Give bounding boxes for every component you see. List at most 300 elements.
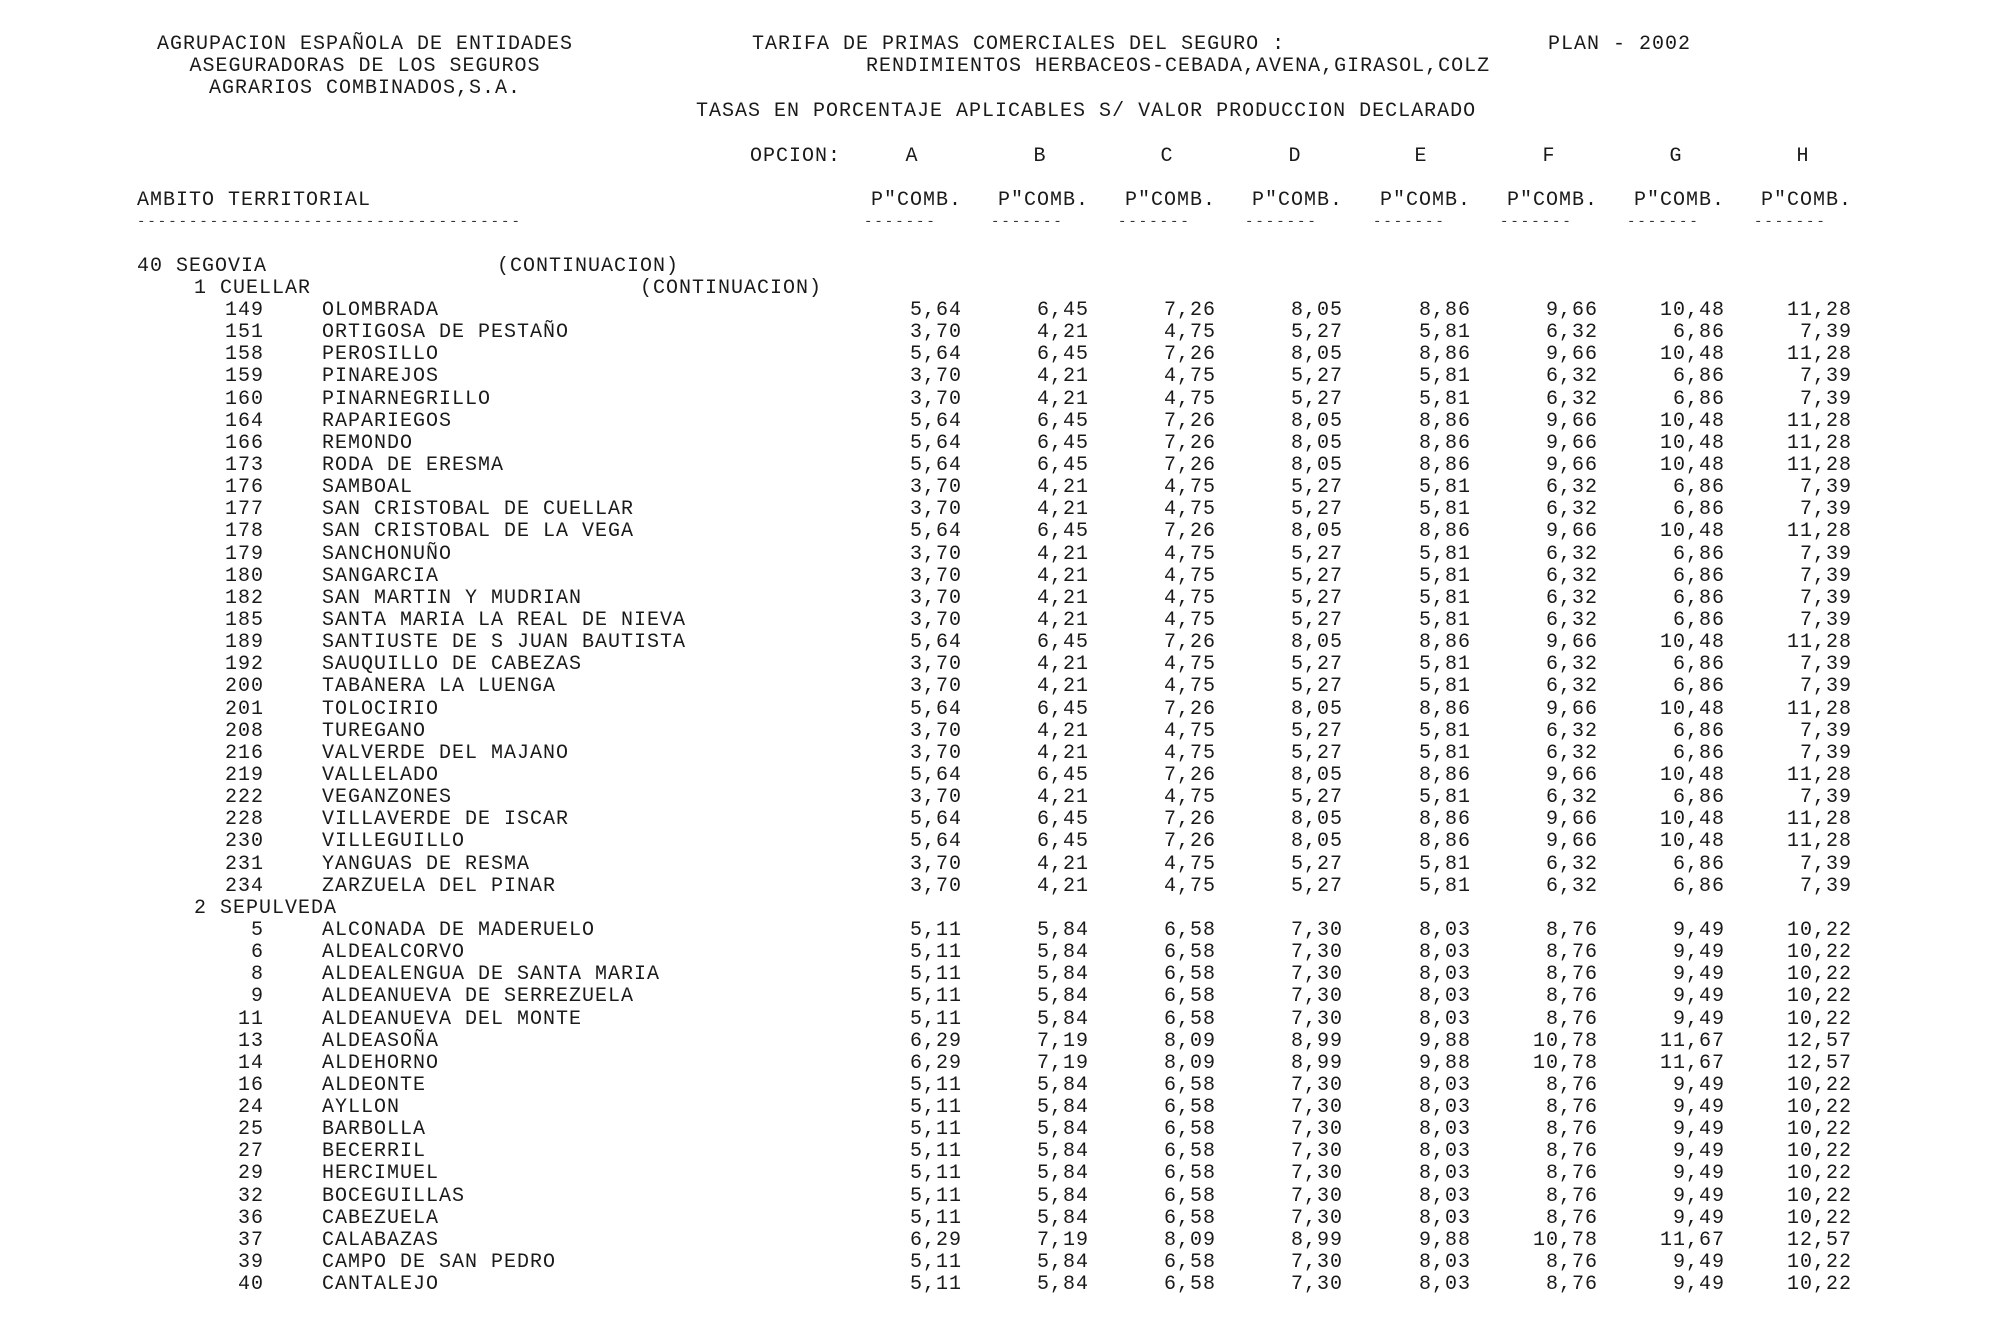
rate-value-d: 7,30 bbox=[1290, 963, 1343, 987]
rate-value-c: 4,75 bbox=[1163, 365, 1216, 389]
rate-value-e: 8,03 bbox=[1418, 1184, 1471, 1208]
municipality-code: 192 bbox=[224, 653, 264, 677]
rate-value-f: 6,32 bbox=[1545, 387, 1598, 411]
rate-value-g: 6,86 bbox=[1672, 321, 1725, 345]
rate-value-c: 4,75 bbox=[1163, 786, 1216, 810]
rate-value-d: 5,27 bbox=[1290, 675, 1343, 699]
rate-value-g: 6,86 bbox=[1672, 786, 1725, 810]
rate-value-g: 10,48 bbox=[1659, 830, 1725, 854]
rate-value-c: 6,58 bbox=[1163, 985, 1216, 1009]
municipality-name: SANCHONUÑO bbox=[322, 542, 453, 566]
rate-value-f: 8,76 bbox=[1545, 1073, 1598, 1097]
rate-value-a: 3,70 bbox=[909, 608, 962, 632]
municipality-name: PINAREJOS bbox=[322, 365, 440, 389]
rate-value-a: 3,70 bbox=[909, 498, 962, 522]
table-row bbox=[0, 1163, 2000, 1185]
rate-value-a: 6,29 bbox=[909, 1228, 962, 1252]
rate-value-g: 9,49 bbox=[1672, 1184, 1725, 1208]
rate-value-a: 5,11 bbox=[909, 1140, 962, 1164]
rate-value-g: 10,48 bbox=[1659, 343, 1725, 367]
rate-value-g: 6,86 bbox=[1672, 719, 1725, 743]
rate-value-g: 9,49 bbox=[1672, 941, 1725, 965]
rate-value-g: 6,86 bbox=[1672, 586, 1725, 610]
rate-value-f: 9,66 bbox=[1545, 299, 1598, 322]
rate-value-d: 5,27 bbox=[1290, 874, 1343, 898]
table-row bbox=[0, 1230, 2000, 1252]
rate-value-d: 8,99 bbox=[1290, 1051, 1343, 1075]
rate-value-g: 9,49 bbox=[1672, 918, 1725, 942]
rate-value-b: 5,84 bbox=[1036, 1140, 1089, 1164]
municipality-code: 222 bbox=[224, 786, 264, 810]
rate-value-f: 8,76 bbox=[1545, 1206, 1598, 1230]
rate-value-h: 7,39 bbox=[1799, 476, 1852, 500]
rate-value-e: 5,81 bbox=[1418, 653, 1471, 677]
rate-value-c: 7,26 bbox=[1163, 409, 1216, 433]
rate-value-g: 6,86 bbox=[1672, 874, 1725, 898]
rate-value-b: 4,21 bbox=[1036, 321, 1089, 345]
table-row bbox=[0, 455, 2000, 477]
rate-value-h: 7,39 bbox=[1799, 498, 1852, 522]
rate-value-c: 6,58 bbox=[1163, 1118, 1216, 1142]
municipality-name: SAN CRISTOBAL DE CUELLAR bbox=[322, 498, 635, 522]
rate-value-c: 6,58 bbox=[1163, 1096, 1216, 1120]
rate-value-g: 6,86 bbox=[1672, 542, 1725, 566]
municipality-code: 14 bbox=[237, 1051, 264, 1075]
rate-value-c: 4,75 bbox=[1163, 542, 1216, 566]
municipality-code: 13 bbox=[237, 1029, 264, 1053]
rate-value-c: 6,58 bbox=[1163, 1073, 1216, 1097]
municipality-code: 231 bbox=[224, 852, 264, 876]
rate-value-h: 7,39 bbox=[1799, 786, 1852, 810]
rate-value-f: 9,66 bbox=[1545, 763, 1598, 787]
rate-value-d: 8,05 bbox=[1290, 763, 1343, 787]
rate-value-a: 5,64 bbox=[909, 697, 962, 721]
rate-value-h: 11,28 bbox=[1786, 830, 1852, 854]
rate-value-a: 5,11 bbox=[909, 941, 962, 965]
rate-value-g: 11,67 bbox=[1659, 1228, 1725, 1252]
rate-value-d: 7,30 bbox=[1290, 1007, 1343, 1031]
rate-value-e: 5,81 bbox=[1418, 675, 1471, 699]
rate-value-c: 4,75 bbox=[1163, 675, 1216, 699]
rate-value-b: 5,84 bbox=[1036, 963, 1089, 987]
rate-value-h: 7,39 bbox=[1799, 387, 1852, 411]
rate-value-b: 4,21 bbox=[1036, 498, 1089, 522]
rate-value-b: 5,84 bbox=[1036, 941, 1089, 965]
rate-value-d: 8,99 bbox=[1290, 1029, 1343, 1053]
municipality-name: ALDEANUEVA DEL MONTE bbox=[322, 1007, 583, 1031]
rate-value-b: 4,21 bbox=[1036, 542, 1089, 566]
rate-value-e: 5,81 bbox=[1418, 564, 1471, 588]
rate-value-d: 8,05 bbox=[1290, 631, 1343, 655]
rate-value-f: 6,32 bbox=[1545, 542, 1598, 566]
rate-value-b: 5,84 bbox=[1036, 1273, 1089, 1297]
municipality-code: 228 bbox=[224, 808, 264, 832]
municipality-code: 36 bbox=[237, 1206, 264, 1230]
rate-value-a: 3,70 bbox=[909, 476, 962, 500]
rate-value-d: 7,30 bbox=[1290, 1206, 1343, 1230]
rate-value-d: 5,27 bbox=[1290, 542, 1343, 566]
rate-value-e: 8,86 bbox=[1418, 830, 1471, 854]
rate-value-d: 8,05 bbox=[1290, 453, 1343, 477]
rate-value-b: 4,21 bbox=[1036, 586, 1089, 610]
rate-value-d: 7,30 bbox=[1290, 1251, 1343, 1275]
rates-subtitle: TASAS EN PORCENTAJE APLICABLES S/ VALOR PRODUCCION DECLARADO bbox=[696, 100, 1477, 123]
municipality-name: ALDEONTE bbox=[322, 1073, 427, 1097]
municipality-name: SANTIUSTE DE S JUAN BAUTISTA bbox=[322, 631, 687, 655]
rate-value-h: 10,22 bbox=[1786, 1162, 1852, 1186]
rate-value-c: 7,26 bbox=[1163, 343, 1216, 367]
rate-value-a: 5,11 bbox=[909, 1073, 962, 1097]
rate-value-a: 5,64 bbox=[909, 830, 962, 854]
rate-value-g: 9,49 bbox=[1672, 1007, 1725, 1031]
rate-value-e: 8,03 bbox=[1418, 1206, 1471, 1230]
rate-value-d: 8,05 bbox=[1290, 697, 1343, 721]
rate-value-d: 5,27 bbox=[1290, 365, 1343, 389]
municipality-name: TUREGANO bbox=[322, 719, 427, 743]
rate-value-f: 9,66 bbox=[1545, 697, 1598, 721]
rate-value-f: 8,76 bbox=[1545, 1273, 1598, 1297]
rate-value-f: 8,76 bbox=[1545, 1140, 1598, 1164]
rate-value-f: 8,76 bbox=[1545, 941, 1598, 965]
rate-value-h: 11,28 bbox=[1786, 409, 1852, 433]
table-row bbox=[0, 1208, 2000, 1230]
column-header-pcomb: P"COMB. bbox=[1379, 189, 1471, 212]
rate-value-f: 6,32 bbox=[1545, 321, 1598, 345]
rate-value-a: 3,70 bbox=[909, 387, 962, 411]
municipality-name: REMONDO bbox=[322, 431, 414, 455]
municipality-code: 189 bbox=[224, 631, 264, 655]
municipality-name: CABEZUELA bbox=[322, 1206, 440, 1230]
rate-value-b: 4,21 bbox=[1036, 608, 1089, 632]
rate-value-h: 12,57 bbox=[1786, 1029, 1852, 1053]
municipality-code: 200 bbox=[224, 675, 264, 699]
rate-value-f: 8,76 bbox=[1545, 1162, 1598, 1186]
rate-value-f: 6,32 bbox=[1545, 653, 1598, 677]
rate-value-c: 7,26 bbox=[1163, 299, 1216, 322]
rate-value-a: 3,70 bbox=[909, 786, 962, 810]
rate-value-g: 10,48 bbox=[1659, 631, 1725, 655]
rate-value-a: 5,64 bbox=[909, 343, 962, 367]
rate-value-a: 3,70 bbox=[909, 321, 962, 345]
rate-value-a: 3,70 bbox=[909, 852, 962, 876]
rate-value-f: 10,78 bbox=[1532, 1051, 1598, 1075]
rate-value-c: 7,26 bbox=[1163, 697, 1216, 721]
municipality-name: BARBOLLA bbox=[322, 1118, 427, 1142]
municipality-name: ALDEASOÑA bbox=[322, 1029, 440, 1053]
column-header-pcomb: P"COMB. bbox=[1633, 189, 1725, 212]
municipality-code: 27 bbox=[237, 1140, 264, 1164]
rate-value-g: 6,86 bbox=[1672, 608, 1725, 632]
municipality-name: ALDEHORNO bbox=[322, 1051, 440, 1075]
rate-value-c: 4,75 bbox=[1163, 653, 1216, 677]
rate-value-e: 5,81 bbox=[1418, 321, 1471, 345]
rate-value-f: 8,76 bbox=[1545, 1007, 1598, 1031]
rate-value-d: 5,27 bbox=[1290, 653, 1343, 677]
rate-value-c: 8,09 bbox=[1163, 1228, 1216, 1252]
rate-value-e: 8,86 bbox=[1418, 453, 1471, 477]
rate-value-a: 5,11 bbox=[909, 1273, 962, 1297]
rate-value-c: 7,26 bbox=[1163, 453, 1216, 477]
municipality-name: CANTALEJO bbox=[322, 1273, 440, 1297]
rate-value-b: 4,21 bbox=[1036, 564, 1089, 588]
rate-value-e: 5,81 bbox=[1418, 874, 1471, 898]
rate-value-g: 9,49 bbox=[1672, 1140, 1725, 1164]
rate-value-c: 7,26 bbox=[1163, 520, 1216, 544]
rate-value-b: 5,84 bbox=[1036, 985, 1089, 1009]
rate-value-c: 4,75 bbox=[1163, 874, 1216, 898]
rates-table-body bbox=[0, 300, 2000, 1296]
rate-value-f: 10,78 bbox=[1532, 1029, 1598, 1053]
rate-value-b: 6,45 bbox=[1036, 763, 1089, 787]
rate-value-a: 3,70 bbox=[909, 542, 962, 566]
rate-value-h: 11,28 bbox=[1786, 520, 1852, 544]
rate-value-d: 8,05 bbox=[1290, 409, 1343, 433]
rate-value-c: 6,58 bbox=[1163, 1251, 1216, 1275]
municipality-name: SAN MARTIN Y MUDRIAN bbox=[322, 586, 583, 610]
rate-value-c: 7,26 bbox=[1163, 763, 1216, 787]
rate-value-a: 5,11 bbox=[909, 963, 962, 987]
municipality-code: 177 bbox=[224, 498, 264, 522]
rate-value-e: 8,86 bbox=[1418, 631, 1471, 655]
municipality-code: 179 bbox=[224, 542, 264, 566]
rate-value-a: 5,11 bbox=[909, 985, 962, 1009]
rate-value-e: 5,81 bbox=[1418, 387, 1471, 411]
rate-value-b: 6,45 bbox=[1036, 431, 1089, 455]
municipality-code: 39 bbox=[237, 1251, 264, 1275]
municipality-code: 5 bbox=[250, 918, 264, 942]
province-label: 40 SEGOVIA bbox=[137, 255, 268, 278]
rate-value-h: 7,39 bbox=[1799, 365, 1852, 389]
municipality-code: 176 bbox=[224, 476, 264, 500]
rate-value-h: 10,22 bbox=[1786, 918, 1852, 942]
municipality-code: 24 bbox=[237, 1096, 264, 1120]
column-header-pcomb: P"COMB. bbox=[1251, 189, 1343, 212]
comarca-cuellar-continuation: (CONTINUACION) bbox=[640, 277, 823, 300]
rate-value-f: 8,76 bbox=[1545, 985, 1598, 1009]
table-row bbox=[0, 610, 2000, 632]
municipality-name: TOLOCIRIO bbox=[322, 697, 440, 721]
rate-value-c: 4,75 bbox=[1163, 321, 1216, 345]
tariff-title-line2: RENDIMIENTOS HERBACEOS-CEBADA,AVENA,GIRASOL,COLZ bbox=[866, 55, 1491, 78]
rate-value-e: 5,81 bbox=[1418, 741, 1471, 765]
rate-value-e: 8,03 bbox=[1418, 1140, 1471, 1164]
rate-value-c: 7,26 bbox=[1163, 830, 1216, 854]
rate-value-h: 11,28 bbox=[1786, 431, 1852, 455]
municipality-name: CALABAZAS bbox=[322, 1228, 440, 1252]
rate-value-e: 5,81 bbox=[1418, 498, 1471, 522]
rate-value-g: 10,48 bbox=[1659, 409, 1725, 433]
rate-value-d: 7,30 bbox=[1290, 1184, 1343, 1208]
column-underline: ------- bbox=[864, 214, 937, 230]
rate-value-b: 4,21 bbox=[1036, 653, 1089, 677]
rate-value-b: 4,21 bbox=[1036, 387, 1089, 411]
rate-value-g: 6,86 bbox=[1672, 387, 1725, 411]
rate-value-b: 6,45 bbox=[1036, 520, 1089, 544]
rate-value-d: 5,27 bbox=[1290, 564, 1343, 588]
option-header-h: H bbox=[1796, 145, 1810, 168]
municipality-code: 160 bbox=[224, 387, 264, 411]
option-header-e: E bbox=[1414, 145, 1428, 168]
municipality-name: HERCIMUEL bbox=[322, 1162, 440, 1186]
table-row bbox=[0, 366, 2000, 388]
rate-value-a: 6,29 bbox=[909, 1029, 962, 1053]
rate-value-a: 6,29 bbox=[909, 1051, 962, 1075]
rate-value-d: 7,30 bbox=[1290, 941, 1343, 965]
rate-value-e: 8,03 bbox=[1418, 1007, 1471, 1031]
rate-value-a: 5,11 bbox=[909, 1184, 962, 1208]
rate-value-g: 6,86 bbox=[1672, 498, 1725, 522]
municipality-code: 9 bbox=[250, 985, 264, 1009]
rate-value-g: 6,86 bbox=[1672, 564, 1725, 588]
table-row bbox=[0, 986, 2000, 1008]
table-row bbox=[0, 787, 2000, 809]
municipality-name: VILLAVERDE DE ISCAR bbox=[322, 808, 570, 832]
rate-value-b: 5,84 bbox=[1036, 1118, 1089, 1142]
rate-value-e: 8,03 bbox=[1418, 1118, 1471, 1142]
rate-value-g: 10,48 bbox=[1659, 453, 1725, 477]
table-row bbox=[0, 920, 2000, 942]
rate-value-e: 9,88 bbox=[1418, 1228, 1471, 1252]
rate-value-e: 8,86 bbox=[1418, 520, 1471, 544]
municipality-name: BOCEGUILLAS bbox=[322, 1184, 466, 1208]
rate-value-h: 11,28 bbox=[1786, 453, 1852, 477]
option-header-a: A bbox=[905, 145, 919, 168]
rate-value-g: 9,49 bbox=[1672, 1206, 1725, 1230]
rate-value-e: 8,86 bbox=[1418, 697, 1471, 721]
rate-value-f: 9,66 bbox=[1545, 808, 1598, 832]
municipality-name: AYLLON bbox=[322, 1096, 401, 1120]
rate-value-b: 5,84 bbox=[1036, 1073, 1089, 1097]
rate-value-g: 6,86 bbox=[1672, 653, 1725, 677]
table-row bbox=[0, 831, 2000, 853]
rate-value-c: 6,58 bbox=[1163, 1206, 1216, 1230]
rate-value-c: 6,58 bbox=[1163, 1162, 1216, 1186]
rate-value-g: 9,49 bbox=[1672, 1251, 1725, 1275]
rate-value-a: 5,64 bbox=[909, 409, 962, 433]
table-row bbox=[0, 1186, 2000, 1208]
rate-value-a: 3,70 bbox=[909, 564, 962, 588]
municipality-name: SANGARCIA bbox=[322, 564, 440, 588]
rate-value-e: 8,86 bbox=[1418, 343, 1471, 367]
column-header-pcomb: P"COMB. bbox=[1124, 189, 1216, 212]
rate-value-h: 7,39 bbox=[1799, 608, 1852, 632]
municipality-name: ALDEALCORVO bbox=[322, 941, 466, 965]
rate-value-c: 4,75 bbox=[1163, 387, 1216, 411]
rate-value-d: 8,05 bbox=[1290, 520, 1343, 544]
table-row bbox=[0, 322, 2000, 344]
rate-value-h: 12,57 bbox=[1786, 1051, 1852, 1075]
rate-value-f: 9,66 bbox=[1545, 431, 1598, 455]
rate-value-h: 11,28 bbox=[1786, 697, 1852, 721]
rate-value-h: 7,39 bbox=[1799, 653, 1852, 677]
rate-value-c: 4,75 bbox=[1163, 586, 1216, 610]
table-row bbox=[0, 411, 2000, 433]
municipality-name: PINARNEGRILLO bbox=[322, 387, 492, 411]
rate-value-h: 10,22 bbox=[1786, 1206, 1852, 1230]
rate-value-e: 5,81 bbox=[1418, 476, 1471, 500]
rate-value-d: 7,30 bbox=[1290, 1118, 1343, 1142]
rate-value-g: 9,49 bbox=[1672, 1073, 1725, 1097]
rate-value-g: 6,86 bbox=[1672, 741, 1725, 765]
municipality-code: 25 bbox=[237, 1118, 264, 1142]
rate-value-g: 10,48 bbox=[1659, 697, 1725, 721]
municipality-name: RODA DE ERESMA bbox=[322, 453, 505, 477]
province-continuation: (CONTINUACION) bbox=[497, 255, 680, 278]
rate-value-b: 6,45 bbox=[1036, 808, 1089, 832]
rate-value-e: 5,81 bbox=[1418, 719, 1471, 743]
table-row bbox=[0, 588, 2000, 610]
org-name-line3: AGRARIOS COMBINADOS,S.A. bbox=[208, 77, 522, 100]
rate-value-d: 8,05 bbox=[1290, 299, 1343, 322]
rate-value-e: 5,81 bbox=[1418, 542, 1471, 566]
rate-value-g: 6,86 bbox=[1672, 852, 1725, 876]
rate-value-d: 5,27 bbox=[1290, 321, 1343, 345]
rate-value-h: 10,22 bbox=[1786, 985, 1852, 1009]
rate-value-d: 8,05 bbox=[1290, 830, 1343, 854]
table-row bbox=[0, 676, 2000, 698]
rate-value-h: 11,28 bbox=[1786, 808, 1852, 832]
rate-value-c: 4,75 bbox=[1163, 741, 1216, 765]
municipality-code: 159 bbox=[224, 365, 264, 389]
rate-value-a: 5,64 bbox=[909, 453, 962, 477]
rate-value-c: 8,09 bbox=[1163, 1029, 1216, 1053]
table-row bbox=[0, 1119, 2000, 1141]
rate-value-b: 4,21 bbox=[1036, 852, 1089, 876]
rate-value-f: 8,76 bbox=[1545, 1118, 1598, 1142]
table-row bbox=[0, 1252, 2000, 1274]
rate-value-h: 10,22 bbox=[1786, 1096, 1852, 1120]
rate-value-b: 4,21 bbox=[1036, 675, 1089, 699]
rate-value-h: 10,22 bbox=[1786, 1140, 1852, 1164]
rate-value-c: 6,58 bbox=[1163, 1184, 1216, 1208]
municipality-code: 208 bbox=[224, 719, 264, 743]
rate-value-b: 6,45 bbox=[1036, 697, 1089, 721]
rate-value-h: 10,22 bbox=[1786, 941, 1852, 965]
option-header-g: G bbox=[1669, 145, 1683, 168]
rate-value-e: 8,86 bbox=[1418, 431, 1471, 455]
municipality-name: VALLELADO bbox=[322, 763, 440, 787]
municipality-name: RAPARIEGOS bbox=[322, 409, 453, 433]
municipality-name: TABANERA LA LUENGA bbox=[322, 675, 557, 699]
rate-value-d: 5,27 bbox=[1290, 498, 1343, 522]
column-underline: ------- bbox=[1500, 214, 1573, 230]
table-row bbox=[0, 809, 2000, 831]
rate-value-c: 4,75 bbox=[1163, 498, 1216, 522]
rate-value-g: 6,86 bbox=[1672, 476, 1725, 500]
table-row bbox=[0, 344, 2000, 366]
rate-value-h: 10,22 bbox=[1786, 1251, 1852, 1275]
rate-value-a: 5,11 bbox=[909, 1007, 962, 1031]
rate-value-b: 5,84 bbox=[1036, 1251, 1089, 1275]
rate-value-b: 7,19 bbox=[1036, 1051, 1089, 1075]
rate-value-f: 6,32 bbox=[1545, 786, 1598, 810]
rate-value-g: 10,48 bbox=[1659, 520, 1725, 544]
rate-value-a: 5,11 bbox=[909, 1206, 962, 1230]
rate-value-g: 10,48 bbox=[1659, 431, 1725, 455]
rate-value-d: 8,05 bbox=[1290, 343, 1343, 367]
municipality-code: 158 bbox=[224, 343, 264, 367]
municipality-code: 219 bbox=[224, 763, 264, 787]
rate-value-e: 8,86 bbox=[1418, 763, 1471, 787]
rate-value-e: 9,88 bbox=[1418, 1029, 1471, 1053]
rate-value-b: 4,21 bbox=[1036, 719, 1089, 743]
rate-value-g: 11,67 bbox=[1659, 1051, 1725, 1075]
rate-value-a: 5,64 bbox=[909, 763, 962, 787]
rate-value-g: 10,48 bbox=[1659, 808, 1725, 832]
rate-value-h: 11,28 bbox=[1786, 299, 1852, 322]
municipality-name: ALCONADA DE MADERUELO bbox=[322, 918, 596, 942]
rate-value-f: 6,32 bbox=[1545, 476, 1598, 500]
